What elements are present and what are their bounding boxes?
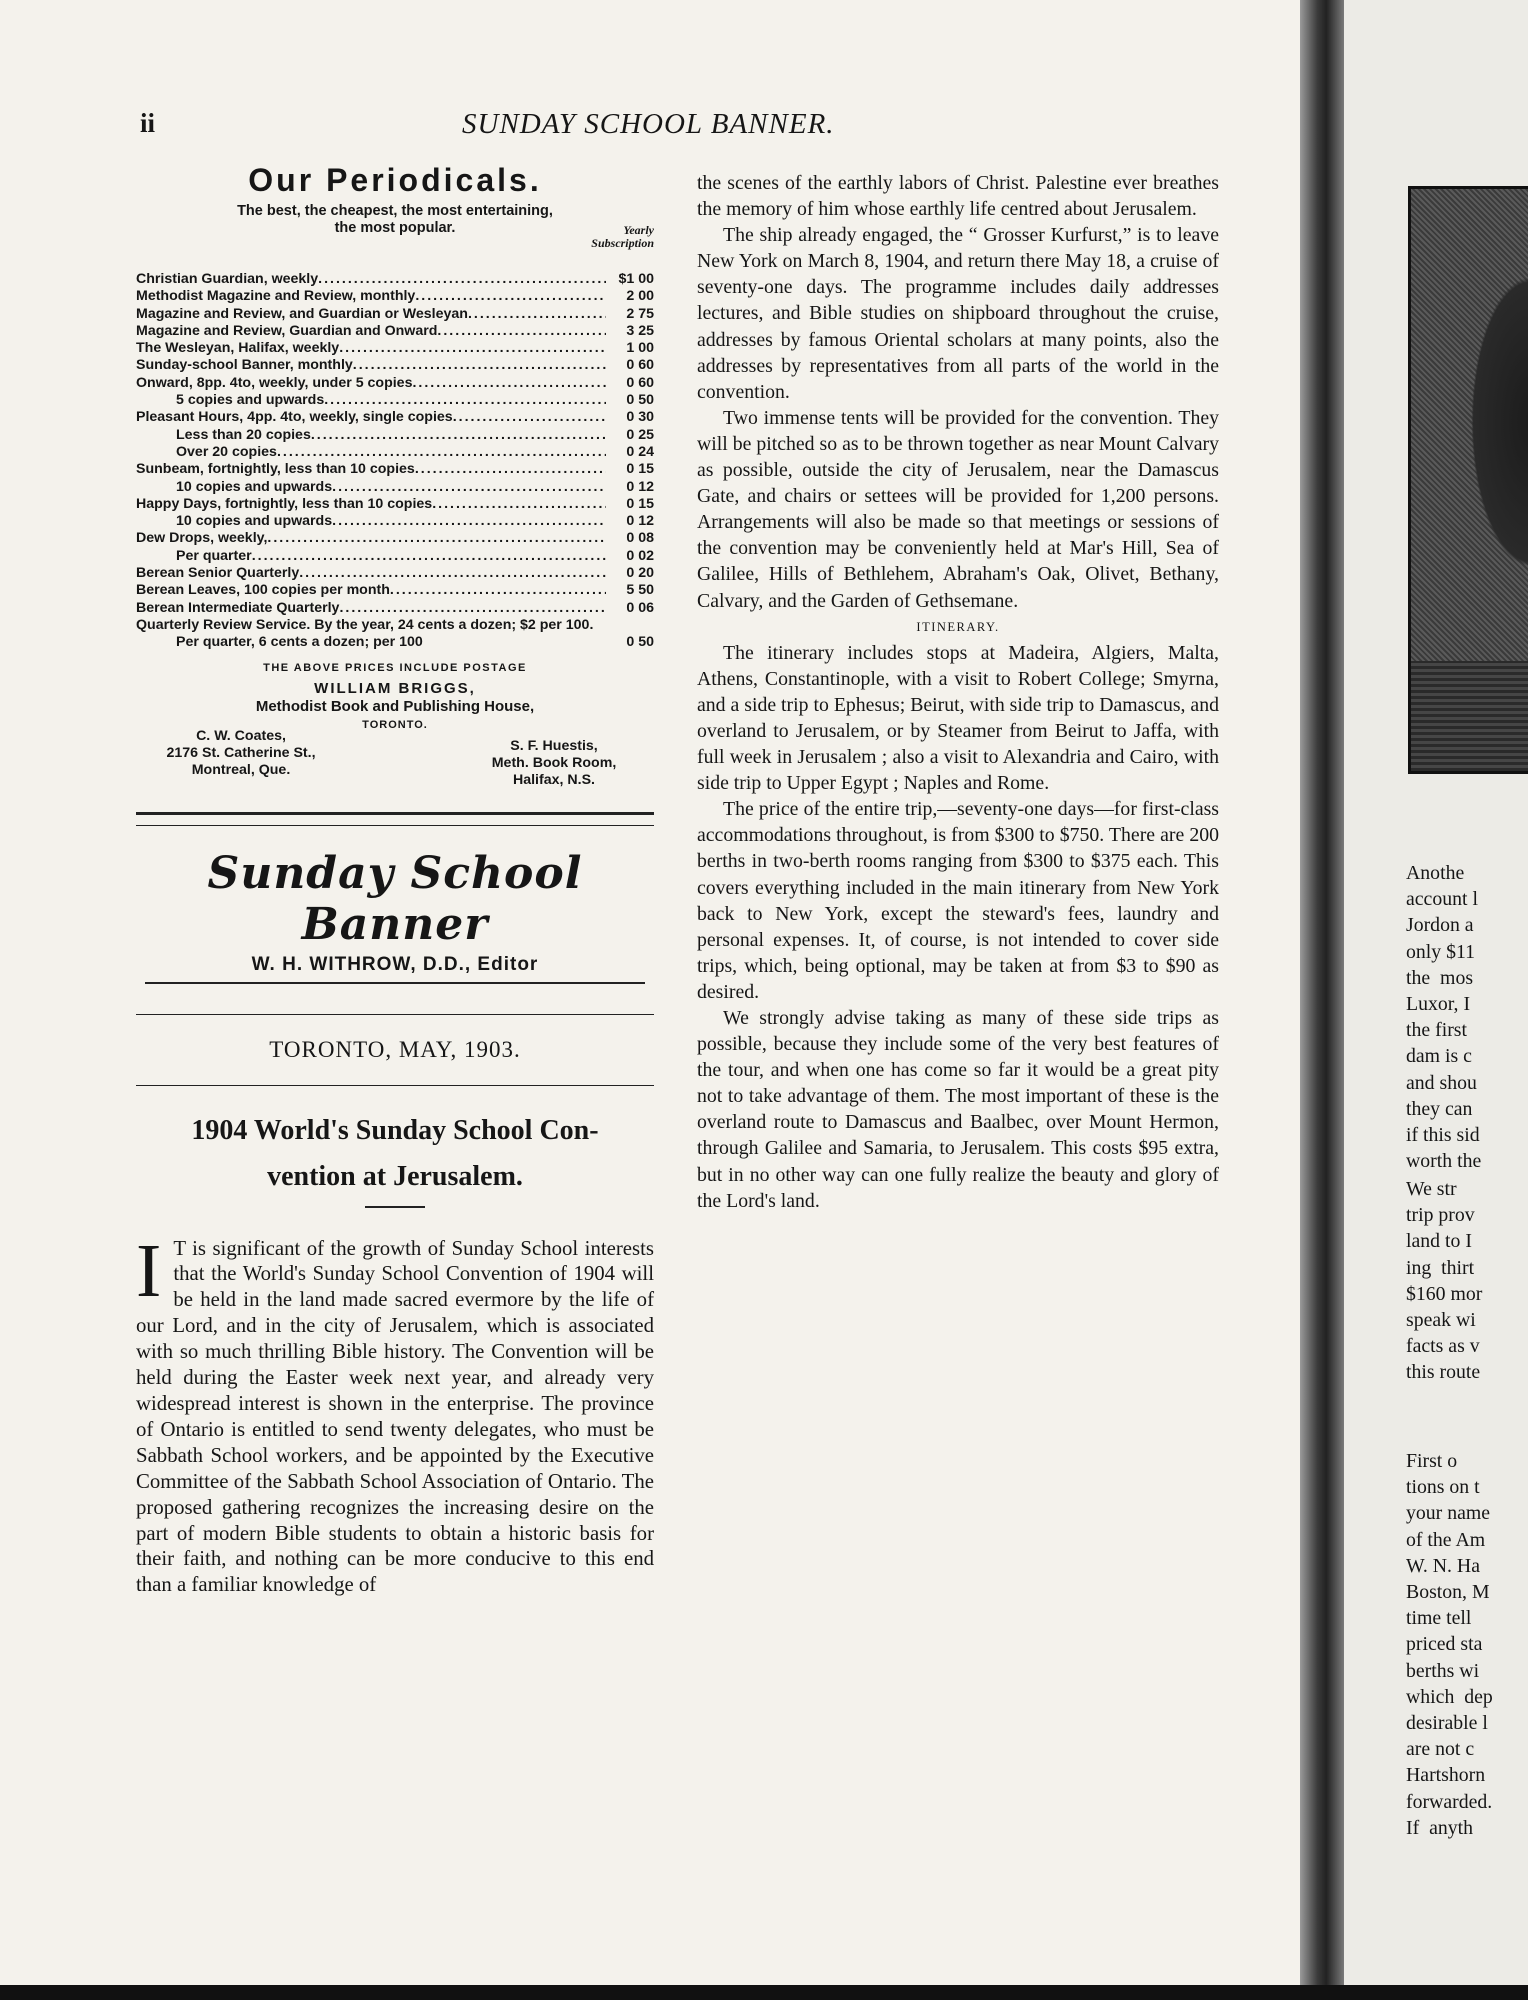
price-row bbox=[136, 582, 654, 599]
price-row bbox=[136, 409, 654, 426]
price-row bbox=[136, 392, 654, 409]
subscription-label: Subscription bbox=[591, 236, 654, 250]
itinerary-heading: ITINERARY. bbox=[916, 619, 1000, 634]
fragment-line: this route bbox=[1406, 1361, 1481, 1384]
periodical-price: 0 15 bbox=[626, 495, 654, 512]
leader-dots bbox=[318, 271, 606, 287]
periodical-name: Over 20 copies bbox=[176, 443, 277, 460]
leader-dots bbox=[468, 306, 606, 322]
periodical-name: Sunday-school Banner, monthly bbox=[136, 357, 353, 374]
price-row bbox=[136, 513, 654, 530]
middle-column bbox=[697, 170, 1219, 1214]
price-row bbox=[136, 548, 654, 565]
article-body-col1 bbox=[136, 1228, 654, 1599]
leader-dots bbox=[277, 444, 606, 460]
fragment-line: tions on t bbox=[1406, 1476, 1480, 1499]
fragment-line: the mos bbox=[1406, 966, 1474, 989]
right-text-block-1 bbox=[1406, 860, 1481, 1174]
leader-dots bbox=[267, 530, 606, 546]
fragment-line: are not c bbox=[1406, 1738, 1475, 1761]
price-list bbox=[136, 271, 654, 617]
page-number: ii bbox=[140, 108, 156, 138]
periodical-name: Magazine and Review, and Guardian or Wesleyan bbox=[136, 305, 468, 322]
periodical-name: Onward, 8pp. 4to, weekly, under 5 copies bbox=[136, 374, 413, 391]
fragment-line: land to I bbox=[1406, 1230, 1472, 1253]
halftone-photo bbox=[1408, 186, 1528, 774]
editor-rule bbox=[145, 982, 645, 984]
price-row bbox=[136, 479, 654, 496]
periodical-name: Berean Intermediate Quarterly bbox=[136, 599, 340, 616]
periodical-name: Christian Guardian, weekly bbox=[136, 271, 319, 287]
article-paragraph: The ship already engaged, the “ Grosser Kurfurst,” is to leave New York on March 8, 1904, and return there May 18, a cruise of seventy-one days. The programme includes daily addresses lectures, and Bible studies on shipboard throughout the cruise, addresses by famous Oriental scholars at many points, also the addresses by representatives from all parts of the world in the convention. bbox=[697, 224, 1219, 403]
periodical-name: Sunbeam, fortnightly, less than 10 copies bbox=[136, 461, 415, 478]
leader-dots bbox=[415, 288, 606, 304]
price-row bbox=[136, 496, 654, 513]
dateline-box bbox=[136, 1014, 654, 1086]
agent-left-address: 2176 St. Catherine St., bbox=[166, 744, 316, 761]
price-row bbox=[136, 600, 654, 617]
fragment-line: if this sid bbox=[1406, 1124, 1480, 1147]
agent-right-city: Halifax, N.S. bbox=[512, 771, 595, 788]
price-row bbox=[136, 565, 654, 582]
periodical-price: 2 00 bbox=[626, 288, 654, 305]
periodical-name: 10 copies and upwards bbox=[176, 513, 333, 530]
periodical-price: 0 25 bbox=[626, 426, 654, 443]
price-row bbox=[136, 530, 654, 547]
leader-dots bbox=[437, 323, 606, 339]
quarterly-review-text: Quarterly Review Service. By the year, 24 cents a dozen; $2 per 100. Per quarter, 6 cents a dozen; per 100 bbox=[136, 616, 594, 651]
periodical-price: 0 50 bbox=[626, 392, 654, 409]
running-head bbox=[140, 108, 1320, 144]
fragment-line: priced sta bbox=[1406, 1633, 1483, 1656]
periodical-name: Per quarter bbox=[176, 547, 252, 564]
fragment-line: the first bbox=[1406, 1019, 1467, 1042]
periodical-name: The Wesleyan, Halifax, weekly bbox=[136, 340, 340, 357]
periodical-name: Berean Senior Quarterly bbox=[136, 565, 300, 582]
periodical-price: 0 60 bbox=[626, 357, 654, 374]
fragment-line: desirable l bbox=[1406, 1712, 1488, 1735]
price-row bbox=[136, 375, 654, 392]
yearly-subscription-label bbox=[591, 224, 654, 250]
periodicals-title: Our Periodicals. bbox=[248, 162, 542, 198]
article-paragraph: the scenes of the earthly labors of Christ. Palestine ever breathes the memory of him whose earthly life centred about Jerusalem. bbox=[697, 172, 1219, 221]
periodical-name: Pleasant Hours, 4pp. 4to, weekly, single copies bbox=[136, 409, 453, 426]
scan-border bbox=[0, 1985, 1528, 2000]
left-column bbox=[136, 162, 654, 1598]
price-row bbox=[136, 306, 654, 323]
fragment-line: your name bbox=[1406, 1502, 1491, 1525]
agent-left-city: Montreal, Que. bbox=[191, 761, 291, 778]
periodical-name: Less than 20 copies bbox=[176, 426, 311, 443]
right-page-fragment bbox=[1344, 0, 1528, 1985]
quarterly-review-row bbox=[136, 617, 654, 652]
leader-dots bbox=[332, 513, 606, 529]
periodical-price: 0 60 bbox=[626, 374, 654, 391]
publisher-name: WILLIAM BRIGGS, bbox=[314, 679, 476, 697]
quarterly-review-price: 0 50 bbox=[626, 634, 654, 651]
leader-dots bbox=[412, 375, 606, 391]
fragment-line: ing thirt bbox=[1406, 1256, 1475, 1279]
periodical-price: 0 02 bbox=[626, 547, 654, 564]
leader-dots bbox=[432, 496, 606, 512]
subtitle-line-1: The best, the cheapest, the most entertaining, bbox=[237, 203, 553, 219]
fragment-line: berths wi bbox=[1406, 1659, 1480, 1682]
leader-dots bbox=[339, 600, 606, 616]
fragment-line: facts as v bbox=[1406, 1335, 1480, 1358]
periodical-price: 0 08 bbox=[626, 530, 654, 547]
price-row bbox=[136, 357, 654, 374]
fragment-line: trip prov bbox=[1406, 1204, 1475, 1227]
periodical-price: 0 06 bbox=[626, 599, 654, 616]
article-paragraph: T is significant of the growth of Sunday School interests that the World's Sunday School Convention of 1904 will be held in the land made sacred evermore by the life of our Lord, and in the city of Jerusalem, which is associated with so much thrilling Bible history. The Convention will be held during the Easter week next year, and already very widespread interest is shown in the enterprise. The province of Ontario is entitled to send twenty delegates, who must be Sabbath School workers, and be appointed by the Executive Committee of the Sabbath School Association of Ontario. The proposed gathering recognizes the increasing desire on the part of modern Bible students to obtain a historic basis for their faith, and nothing can be more conducive to this end than a familiar knowledge of bbox=[136, 1236, 654, 1597]
price-row bbox=[136, 461, 654, 478]
periodical-price: 0 12 bbox=[626, 513, 654, 530]
price-row bbox=[136, 427, 654, 444]
title-rule bbox=[365, 1206, 425, 1208]
fragment-line: forwarded. bbox=[1406, 1790, 1493, 1813]
periodical-price: $1 00 bbox=[618, 271, 654, 287]
price-row bbox=[136, 340, 654, 357]
leader-dots bbox=[390, 582, 606, 598]
leader-dots bbox=[299, 565, 606, 581]
periodical-name: Magazine and Review, Guardian and Onward bbox=[136, 322, 438, 339]
price-row bbox=[136, 323, 654, 340]
yearly-label: Yearly bbox=[623, 223, 654, 237]
agent-montreal bbox=[136, 728, 346, 779]
periodicals-subtitle bbox=[136, 203, 654, 237]
fragment-line: Hartshorn bbox=[1406, 1764, 1486, 1787]
price-row bbox=[136, 271, 654, 288]
fragment-line: they can bbox=[1406, 1097, 1473, 1120]
leader-dots bbox=[324, 392, 606, 408]
right-text-block-2 bbox=[1406, 1176, 1482, 1386]
fragment-line: $160 mor bbox=[1406, 1282, 1483, 1305]
periodical-name: Happy Days, fortnightly, less than 10 copies bbox=[136, 495, 433, 512]
article-paragraph: We strongly advise taking as many of these side trips as possible, because they include some of the very best features of the tour, and when one has come so far it would be a great pity not to take advantage of them. The most important of these is the overland route to Damascus and Baalbec, over Mount Hermon, through Galilee and Samaria, to Jerusalem. This costs $95 extra, but in no other way can one fully realize the beauty and glory of the Lord's land. bbox=[697, 1007, 1219, 1212]
agent-left-name: C. W. Coates, bbox=[196, 727, 286, 744]
prices-note: THE ABOVE PRICES INCLUDE POSTAGE bbox=[263, 661, 527, 674]
fragment-line: W. N. Ha bbox=[1406, 1554, 1480, 1577]
periodical-price: 1 00 bbox=[626, 340, 654, 357]
article-title-line-2: vention at Jerusalem. bbox=[267, 1160, 523, 1192]
periodical-price: 3 25 bbox=[626, 322, 654, 339]
periodical-name: Methodist Magazine and Review, monthly bbox=[136, 288, 416, 305]
publisher-house: Methodist Book and Publishing House, bbox=[255, 697, 535, 715]
editor-line: W. H. WITHROW, D.D., Editor bbox=[251, 953, 539, 975]
periodical-price: 5 50 bbox=[626, 582, 654, 599]
leader-dots bbox=[332, 479, 606, 495]
photo-shore bbox=[1411, 661, 1528, 771]
periodical-name: 10 copies and upwards bbox=[176, 478, 333, 495]
leader-dots bbox=[311, 427, 606, 443]
periodical-name: 5 copies and upwards bbox=[176, 392, 325, 409]
publisher-city: TORONTO. bbox=[362, 718, 428, 731]
price-row bbox=[136, 444, 654, 461]
book-gutter bbox=[1300, 0, 1344, 1985]
leader-dots bbox=[252, 548, 606, 564]
periodical-price: 0 20 bbox=[626, 565, 654, 582]
periodical-price: 0 24 bbox=[626, 443, 654, 460]
masthead-title: Sunday School Banner bbox=[207, 847, 583, 950]
fragment-line: and shou bbox=[1406, 1071, 1477, 1094]
agent-right-address: Meth. Book Room, bbox=[491, 754, 617, 771]
fragment-line: Anothe bbox=[1406, 862, 1465, 884]
leader-dots bbox=[339, 340, 606, 356]
periodicals-box bbox=[136, 162, 654, 786]
dateline: TORONTO, MAY, 1903. bbox=[269, 1036, 521, 1062]
fragment-line: speak wi bbox=[1406, 1309, 1476, 1332]
article-paragraph: The itinerary includes stops at Madeira, Algiers, Malta, Athens, Constantinople, with a visit to Robert College; Smyrna, and a side trip to Ephesus; Beirut, with side trip to Damascus, and overland to Jerusalem, or by Steamer from Beirut to Jaffa, with full week in Jerusalem ; also a visit to Alexandria and Cairo, with side trip to Upper Egypt ; Naples and Rome. bbox=[697, 641, 1219, 795]
subtitle-line-2: the most popular. bbox=[334, 220, 456, 236]
article-paragraph: Two immense tents will be provided for the convention. They will be pitched so as to be thrown together as near Mount Calvary as possible, outside the city of Jerusalem, near the Damascus Gate, and chairs or settees will be provided for 1,200 persons. Arrangements will also be made so that meetings or sessions of the convention may be conveniently held at Mar's Hill, Sea of Galilee, Hills of Bethlehem, Abraham's Oak, Olivet, Bethany, Calvary, and the Garden of Gethsemane. bbox=[697, 406, 1219, 612]
price-row bbox=[136, 288, 654, 305]
periodical-name: Dew Drops, weekly, bbox=[136, 530, 268, 547]
periodical-name: Berean Leaves, 100 copies per month bbox=[136, 582, 390, 599]
article-title-line-1: 1904 World's Sunday School Con- bbox=[191, 1114, 599, 1146]
fragment-line: only $11 bbox=[1406, 940, 1476, 963]
agent-right-name: S. F. Huestis, bbox=[510, 737, 598, 754]
section-divider bbox=[136, 812, 654, 826]
journal-title: SUNDAY SCHOOL BANNER. bbox=[462, 108, 835, 140]
periodical-price: 0 12 bbox=[626, 478, 654, 495]
agent-halifax bbox=[464, 738, 644, 789]
fragment-line: which dep bbox=[1406, 1685, 1493, 1708]
fragment-line: Jordon a bbox=[1406, 914, 1474, 937]
fragment-line: time tell bbox=[1406, 1607, 1472, 1630]
article-paragraph: The price of the entire trip,—seventy-one days—for first-class accommodations throughout, is from $300 to $750. There are 200 berths in two-berth rooms ranging from $300 to $375 each. This covers everything included in the main itinerary from New York back to New York, except the steward's fees, laundry and personal expenses. It, of course, is not intended to cover side trips, which, being optional, may be taken at from $3 to $90 as desired. bbox=[697, 798, 1219, 1003]
leader-dots bbox=[453, 409, 606, 425]
periodical-price: 0 15 bbox=[626, 461, 654, 478]
fragment-line: dam is c bbox=[1406, 1045, 1472, 1068]
drop-cap: I bbox=[136, 1228, 162, 1313]
leader-dots bbox=[415, 461, 606, 477]
agents-block bbox=[136, 728, 654, 786]
fragment-line: Luxor, I bbox=[1406, 993, 1471, 1016]
fragment-line: worth the bbox=[1406, 1150, 1482, 1173]
fragment-line: account l bbox=[1406, 888, 1478, 911]
periodical-price: 2 75 bbox=[626, 305, 654, 322]
leader-dots bbox=[353, 357, 606, 373]
article-title bbox=[136, 1108, 654, 1200]
periodical-price: 0 30 bbox=[626, 409, 654, 426]
fragment-line: We str bbox=[1406, 1178, 1457, 1200]
fragment-line: of the Am bbox=[1406, 1528, 1486, 1551]
fragment-line: Boston, M bbox=[1406, 1581, 1490, 1604]
fragment-line: First o bbox=[1406, 1450, 1458, 1472]
publisher-block bbox=[136, 680, 654, 734]
right-text-block-3 bbox=[1406, 1448, 1493, 1841]
fragment-line: If anyth bbox=[1406, 1816, 1474, 1839]
